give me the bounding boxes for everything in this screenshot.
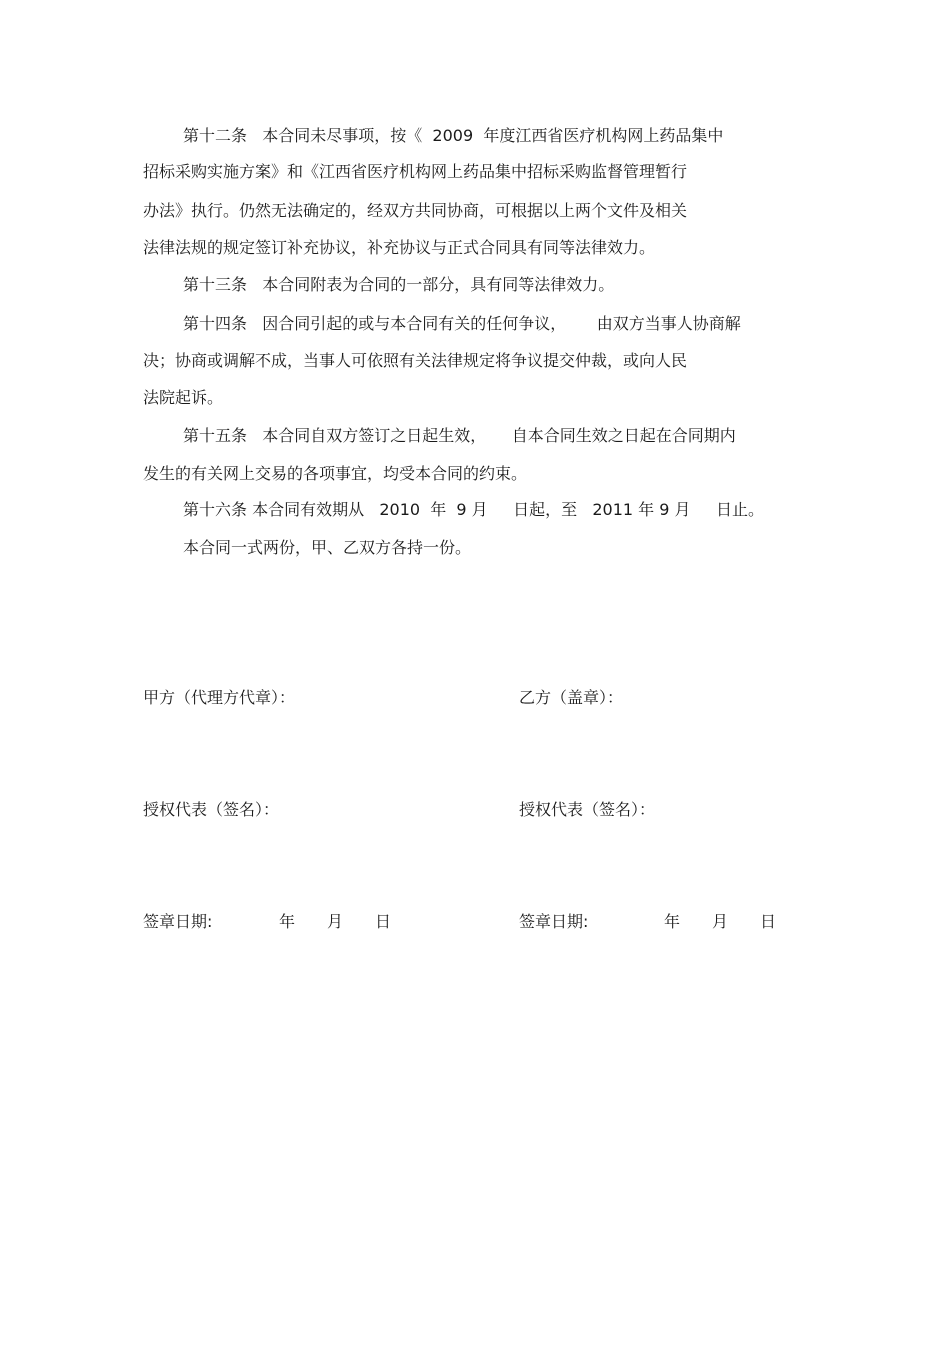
- party-a-rep-label: 授权代表（签名）：: [143, 800, 280, 819]
- article-12-line-2: 招标采购实施方案》和《江西省医疗机构网上药品集中招标采购监督管理暂行: [143, 162, 688, 181]
- article-12-line-3: 办法》执行。仍然无法确定的，经双方共同协商，可根据以上两个文件及相关: [143, 201, 688, 220]
- article-12-line-1: 第十二条 本合同未尽事项，按《 2009 年度江西省医疗机构网上药品集中: [183, 126, 724, 145]
- party-a-date-month: 月: [327, 912, 344, 931]
- party-b-date-month: 月: [712, 912, 729, 931]
- party-a-date-label: 签章日期:: [143, 912, 213, 931]
- party-b-label: 乙方（盖章）：: [519, 688, 624, 707]
- article-12-line-4: 法律法规的规定签订补充协议，补充协议与正式合同具有同等法律效力。: [143, 238, 656, 257]
- party-a-date-year: 年: [279, 912, 296, 931]
- copies-statement: 本合同一式两份，甲、乙双方各持一份。: [183, 538, 472, 557]
- article-14-line-3: 法院起诉。: [143, 388, 224, 407]
- party-a-date-day: 日: [375, 912, 392, 931]
- party-b-rep-label: 授权代表（签名）：: [519, 800, 656, 819]
- article-15-line-1: 第十五条 本合同自双方签订之日起生效， 自本合同生效之日起在合同期内: [183, 426, 736, 445]
- party-b-date-day: 日: [760, 912, 777, 931]
- party-b-date-year: 年: [664, 912, 681, 931]
- article-14-line-2: 决；协商或调解不成，当事人可依照有关法律规定将争议提交仲裁，或向人民: [143, 351, 688, 370]
- article-14-line-1: 第十四条 因合同引起的或与本合同有关的任何争议， 由双方当事人协商解: [183, 314, 741, 333]
- article-15-line-2: 发生的有关网上交易的各项事宜，均受本合同的约束。: [143, 464, 528, 483]
- article-16-line-1: 第十六条 本合同有效期从 2010 年 9 月 日起，至 2011 年 9 月 日止。: [183, 500, 764, 519]
- article-13-line-1: 第十三条 本合同附表为合同的一部分，具有同等法律效力。: [183, 275, 615, 294]
- party-a-label: 甲方（代理方代章）：: [143, 688, 296, 707]
- party-b-date-label: 签章日期:: [519, 912, 589, 931]
